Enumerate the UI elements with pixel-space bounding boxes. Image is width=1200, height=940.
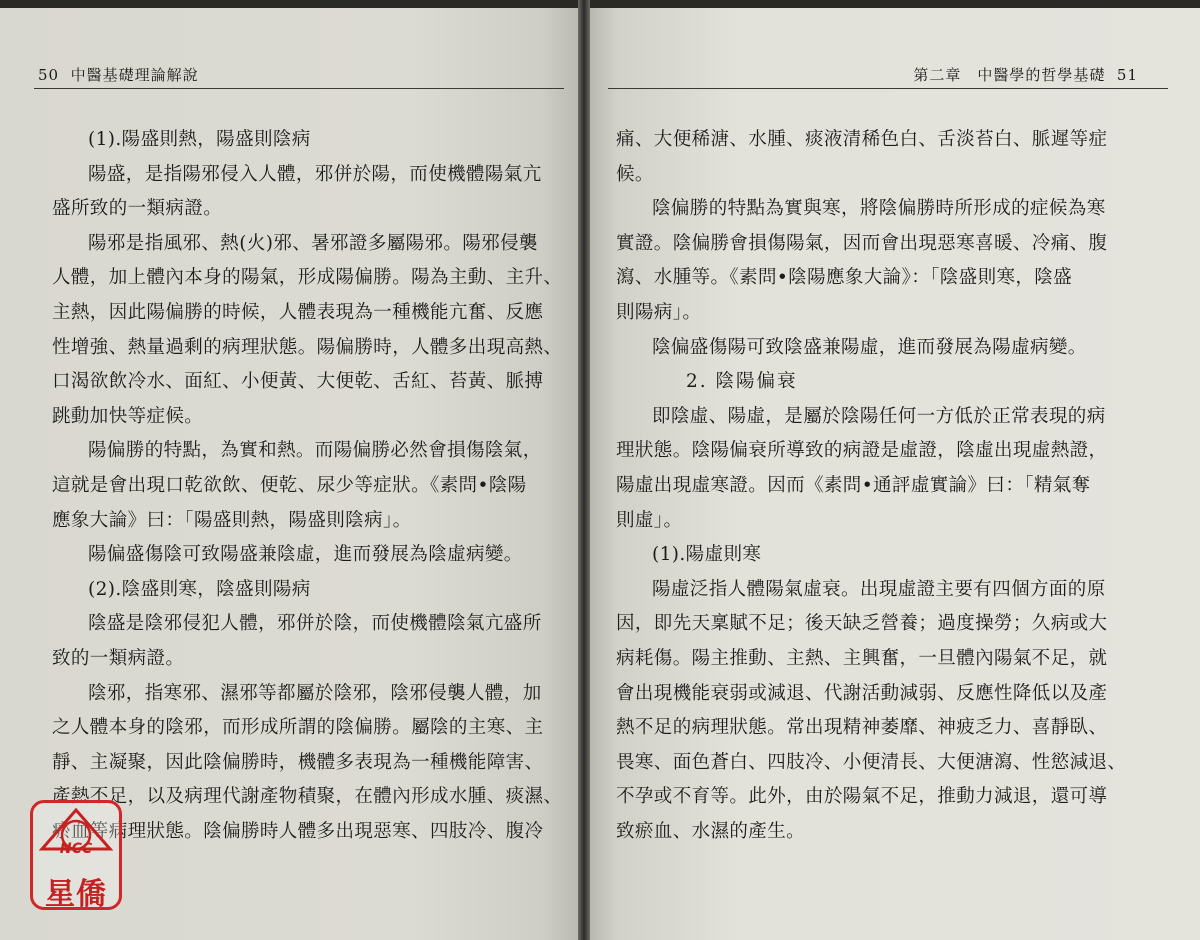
- text-line: 這就是會出現口乾欲飲、便乾、尿少等症狀。《素問•陰陽: [52, 474, 527, 496]
- text-line: 陽虛泛指人體陽氣虛衰。出現虛證主要有四個方面的原: [652, 578, 1106, 600]
- text-line: 瀉、水腫等。《素問•陰陽應象大論》：「陰盛則寒，陰盛: [616, 267, 1073, 289]
- text-line: 則虛」。: [616, 509, 683, 531]
- text-line: 瘀血等病理狀態。陰偏勝時人體多出現惡寒、四肢冷、腹冷: [52, 820, 544, 842]
- text-line: 不孕或不育等。此外，由於陽氣不足，推動力減退，還可導: [616, 786, 1108, 808]
- right-header-rule: [608, 88, 1168, 89]
- text-line: 病耗傷。陽主推動、主熱、主興奮，一旦體內陽氣不足，就: [616, 647, 1108, 669]
- right-page: [586, 8, 1200, 940]
- text-line: 跳動加快等症候。: [52, 405, 204, 427]
- right-running-head: [913, 64, 1138, 85]
- text-line: 即陰虛、陽虛，是屬於陰陽任何一方低於正常表現的病: [652, 405, 1106, 427]
- left-running-title: 中醫基礎理論解說: [70, 66, 199, 84]
- text-line: 致的一類病證。: [52, 647, 185, 669]
- text-line: 主熱，因此陽偏勝的時候，人體表現為一種機能亢奮、反應: [52, 301, 544, 323]
- book-gutter: [578, 0, 590, 940]
- text-line: 產熱不足，以及病理代謝產物積聚，在體內形成水腫、痰濕、: [52, 786, 563, 808]
- text-line: 人體，加上體內本身的陽氣，形成陽偏勝。陽為主動、主升、: [52, 267, 563, 289]
- text-line: 2. 陰陽偏衰: [686, 371, 798, 393]
- ncc-logo-stamp: [30, 800, 122, 910]
- stamp-logo-text: NCC: [59, 841, 93, 857]
- right-running-title: 第二章 中醫學的哲學基礎: [913, 66, 1106, 84]
- text-line: 陽盛，是指陽邪侵入人體，邪併於陽，而使機體陽氣亢: [88, 163, 542, 185]
- text-line: 則陽病」。: [616, 301, 702, 323]
- text-line: 畏寒、面色蒼白、四肢冷、小便清長、大便溏瀉、性慾減退、: [616, 751, 1127, 773]
- text-line: 陽偏盛傷陰可致陽盛兼陰虛，進而發展為陰虛病變。: [88, 544, 523, 566]
- text-line: 陽虛出現虛寒證。因而《素問•通評虛實論》曰：「精氣奪: [616, 474, 1091, 496]
- stamp-name: 星僑: [45, 877, 107, 912]
- text-line: 之人體本身的陰邪，而形成所謂的陰偏勝。屬陰的主寒、主: [52, 717, 544, 739]
- right-page-number: 51: [1116, 66, 1138, 84]
- text-line: 口渴欲飲冷水、面紅、小便黃、大便乾、舌紅、苔黃、脈搏: [52, 371, 544, 393]
- bleed-through-text: [200, 52, 290, 78]
- text-line: 陽偏勝的特點，為實和熱。而陽偏勝必然會損傷陰氣，: [88, 440, 542, 462]
- text-line: 陰邪，指寒邪、濕邪等都屬於陰邪，陰邪侵襲人體，加: [88, 682, 542, 704]
- text-line: 性增強、熱量過剩的病理狀態。陽偏勝時，人體多出現高熱、: [52, 336, 563, 358]
- left-header-rule: [34, 88, 564, 89]
- text-line: 陽邪是指風邪、熱(火)邪、暑邪證多屬陽邪。陽邪侵襲: [88, 232, 538, 254]
- text-line: 盛所致的一類病證。: [52, 198, 223, 220]
- text-line: 陰盛是陰邪侵犯人體，邪併於陰，而使機體陰氣亢盛所: [88, 613, 542, 635]
- text-line: 候。: [616, 163, 654, 185]
- text-line: 致瘀血、水濕的產生。: [616, 820, 806, 842]
- text-line: (2).陰盛則寒，陰盛則陽病: [88, 578, 311, 600]
- text-line: 理狀態。陰陽偏衰所導致的病證是虛證，陰虛出現虛熱證，: [616, 440, 1108, 462]
- text-line: 因，即先天稟賦不足；後天缺乏營養；過度操勞；久病或大: [616, 613, 1108, 635]
- text-line: 陰偏勝的特點為實與寒，將陰偏勝時所形成的症候為寒: [652, 198, 1106, 220]
- text-line: 陰偏盛傷陽可致陰盛兼陽虛，進而發展為陽虛病變。: [652, 336, 1087, 358]
- text-line: 會出現機能衰弱或減退、代謝活動減弱、反應性降低以及產: [616, 682, 1108, 704]
- text-line: (1).陽虛則寒: [652, 544, 762, 566]
- left-page-number: 50: [38, 66, 60, 84]
- text-line: 實證。陰偏勝會損傷陽氣，因而會出現惡寒喜暖、冷痛、腹: [616, 232, 1108, 254]
- text-line: 痛、大便稀溏、水腫、痰液清稀色白、舌淡苔白、脈遲等症: [616, 129, 1108, 150]
- left-page-body: [52, 123, 572, 849]
- left-running-head: [38, 64, 199, 85]
- text-line: 熱不足的病理狀態。常出現精神萎靡、神疲乏力、喜靜臥、: [616, 717, 1108, 739]
- text-line: 靜、主凝聚，因此陰偏勝時，機體多表現為一種機能障害、: [52, 751, 544, 773]
- text-line: (1).陽盛則熱，陽盛則陰病: [88, 129, 311, 150]
- right-page-body: [616, 123, 1176, 849]
- text-line: 應象大論》曰：「陽盛則熱，陽盛則陰病」。: [52, 509, 412, 531]
